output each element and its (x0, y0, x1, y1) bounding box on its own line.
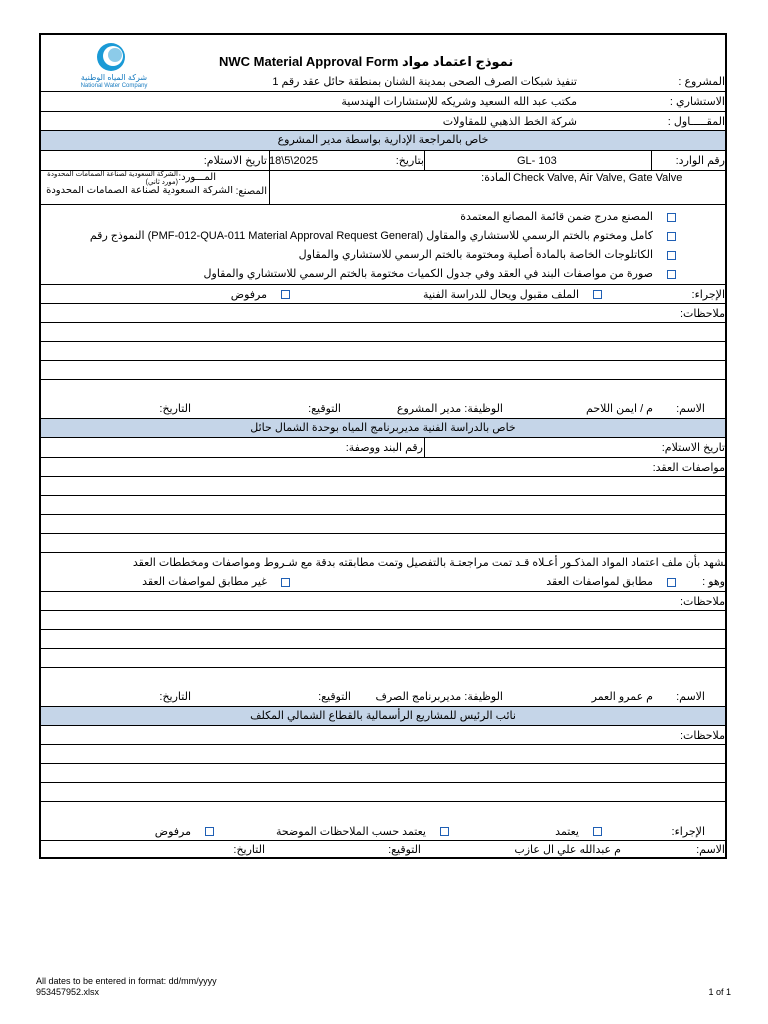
notes-line[interactable] (41, 342, 725, 361)
checklist-checkbox-2[interactable] (667, 232, 676, 241)
checklist-item-4: صورة من مواصفات البند في العقد وفي جدول الكميات مختومة بالختم الرسمي للاستشاري والمقاول (203, 268, 653, 280)
notes-row-1 (41, 304, 725, 323)
contractor-value: شركة الخط الذهبي للمقاولات (442, 116, 577, 128)
logo-arabic-text: شركة المياه الوطنية (80, 73, 148, 82)
nwc-logo (69, 41, 159, 93)
notes-label: ملاحظات: (679, 308, 725, 320)
action-label: الإجراء: (691, 289, 725, 301)
item-label: رقم البند ووصفة: (345, 442, 423, 454)
notes-line[interactable] (41, 611, 725, 630)
specs-line[interactable] (41, 496, 725, 515)
consultant-label: الاستشاري : (669, 96, 725, 108)
file-name: 953457952.xlsx (36, 987, 100, 997)
checklist-checkbox-1[interactable] (667, 213, 676, 222)
signature-label: التوقيع: (388, 844, 421, 856)
notes-line[interactable] (41, 745, 725, 764)
signature-label: التوقيع: (318, 691, 351, 703)
final-action-row (41, 822, 725, 841)
rejected-label: مرفوض (230, 289, 267, 301)
job-label: الوظيفة: مدير المشروع (396, 403, 503, 415)
action-label: الإجراء: (671, 826, 705, 838)
incoming-label: رقم الوارد: (675, 155, 725, 167)
rejected-label: مرفوض (154, 826, 191, 838)
notes3-row (41, 726, 725, 745)
material-value: Check Valve, Air Valve, Gate Valve (513, 172, 683, 184)
specs-line[interactable] (41, 515, 725, 534)
received-label: تاريخ الاستلام: (203, 155, 267, 167)
notes-line[interactable] (41, 802, 725, 822)
date-value: 18\5\2025 (269, 155, 318, 167)
manufacturer-label: المصنع: (235, 186, 267, 197)
project-value: تنفيذ شبكات الصرف الصحى بمدينة الشنان بمنطقة حائل عقد رقم 1 (272, 76, 577, 88)
material-approval-form (39, 33, 727, 859)
compliance-row (41, 572, 725, 592)
accepted-label: الملف مقبول ويحال للدراسة الفنية (422, 289, 579, 301)
contractor-label: المقـــــاول : (667, 116, 725, 128)
name-value: م / ايمن اللاحم (586, 403, 653, 415)
rejected-checkbox[interactable] (281, 290, 290, 299)
rejected-checkbox[interactable] (205, 827, 214, 836)
section2-signature-row (41, 687, 725, 707)
notes-label: ملاحظات: (679, 596, 725, 608)
approve-notes-label: يعتمد حسب الملاحظات الموضحة (275, 826, 426, 838)
name-value: م عبدالله علي ال عازب (514, 844, 621, 856)
date-label: بتاريخ: (395, 155, 424, 167)
certify-row (41, 553, 725, 572)
signature-label: التوقيع: (308, 403, 341, 415)
name-label: الاسم: (676, 691, 705, 703)
job-label: الوظيفة: مديربرنامج الصرف (375, 691, 503, 703)
received-row (41, 438, 725, 458)
specs-label: مواصفات العقد: (652, 462, 725, 474)
notes-line[interactable] (41, 323, 725, 342)
checklist-checkbox-4[interactable] (667, 270, 676, 279)
consultant-row (41, 92, 725, 112)
material-row (41, 171, 725, 205)
page-number: 1 of 1 (708, 987, 731, 997)
accepted-checkbox[interactable] (593, 290, 602, 299)
received-label: تاريخ الاستلام: (661, 442, 725, 454)
and-it-label: وهو : (702, 576, 725, 588)
sig-date-label: التاريخ: (233, 844, 265, 856)
manufacturer-value: الشركة السعودية لصناعة الصمامات المحدودة (46, 186, 233, 196)
date-format-note: All dates to be entered in format: dd/mm/yyyy (36, 976, 217, 986)
approve-checkbox[interactable] (593, 827, 602, 836)
checklist (41, 205, 725, 285)
sig-date-label: التاريخ: (159, 403, 191, 415)
notes-line[interactable] (41, 764, 725, 783)
checklist-item-1: المصنع مدرج ضمن قائمة المصانع المعتمدة (460, 211, 653, 223)
section3-band: نائب الرئيس للمشاريع الرأسمالية بالقطاع الشمالي المكلف (41, 707, 725, 726)
incoming-row (41, 151, 725, 171)
notes-line[interactable] (41, 380, 725, 399)
incoming-value: GL- 103 (517, 155, 557, 167)
section1-signature-row (41, 399, 725, 419)
specs-line[interactable] (41, 477, 725, 496)
compliant-label: مطابق لمواصفات العقد (546, 576, 653, 588)
notes-label: ملاحظات: (679, 730, 725, 742)
supplier-value: الشركة السعودية لصناعة الصمامات المحدودة (مورد ثاني) (47, 171, 178, 186)
material-label: المادة: (481, 172, 511, 184)
name-label: الاسم: (696, 844, 725, 856)
section1-band: خاص بالمراجعة الإدارية بواسطة مدير المشروع (41, 131, 725, 151)
supplier-label: المـــورد: (178, 172, 216, 183)
notes-line[interactable] (41, 361, 725, 380)
form-header (41, 35, 725, 92)
action-row (41, 285, 725, 304)
notes-line[interactable] (41, 649, 725, 668)
compliant-checkbox[interactable] (667, 578, 676, 587)
approve-label: يعتمد (555, 826, 579, 838)
section2-band: خاص بالدراسة الفنية مديربرنامج المياه بوحدة الشمال حائل (41, 419, 725, 438)
section3-signature-row (41, 841, 725, 859)
approve-notes-checkbox[interactable] (440, 827, 449, 836)
project-label: المشروع : (678, 76, 725, 88)
checklist-item-2: كامل ومختوم بالختم الرسمي للاستشاري والمقاول (PMF-012-QUA-011 Material Approval Request General) النموذج رقم (89, 230, 653, 242)
certify-text: نشهد بأن ملف اعتماد المواد المذكـور أعـلاه قـد تمت مراجعتـة بالتفصيل وتمت مطابقته بدقة مع شـروط ومواصفات ومخططات العقد (132, 557, 727, 569)
contractor-row (41, 112, 725, 131)
consultant-value: مكتب عبد الله السعيد وشريكه للإستشارات الهندسية (341, 96, 577, 108)
noncompliant-label: غير مطابق لمواصفات العقد (142, 576, 267, 588)
notes-line[interactable] (41, 668, 725, 687)
specs-line[interactable] (41, 534, 725, 553)
specs-row (41, 458, 725, 477)
notes-line[interactable] (41, 783, 725, 802)
logo-english-text: National Water Company (80, 83, 148, 89)
checklist-checkbox-3[interactable] (667, 251, 676, 260)
checklist-item-3: الكاتلوجات الخاصة بالمادة أصلية ومختومة بالختم الرسمي للاستشاري والمقاول (298, 249, 653, 261)
sig-date-label: التاريخ: (159, 691, 191, 703)
form-title: NWC Material Approval Form نموذج اعتماد مواد (219, 54, 514, 69)
noncompliant-checkbox[interactable] (281, 578, 290, 587)
name-label: الاسم: (676, 403, 705, 415)
name-value: م عمرو العمر (591, 691, 653, 703)
notes2-row (41, 592, 725, 611)
notes-line[interactable] (41, 630, 725, 649)
